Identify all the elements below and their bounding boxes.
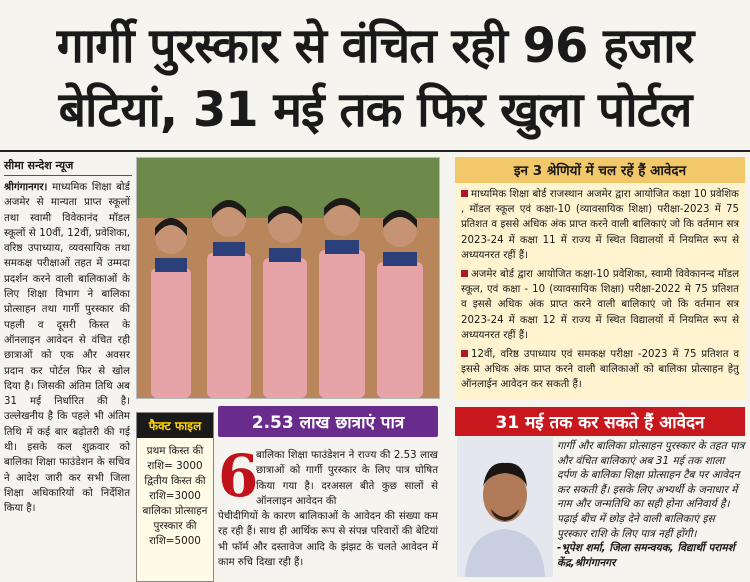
article-column-1 (4, 180, 130, 517)
byline: सीमा सन्देश न्यूज (4, 158, 132, 176)
person-illustration (457, 437, 553, 577)
fact-line-2: द्वितीय किस्त की राशि=3000 (144, 475, 206, 502)
headline-line-1: गार्गी पुरस्कार से वंचित रही 96 हजार (56, 18, 694, 74)
deadline-title: 31 मई तक कर सकते हैं आवेदन (455, 407, 745, 436)
coordinator-signature: -भूपेश शर्मा, जिला समन्वयक, विद्यार्थी परामर्श केंद्र,श्रीगंगानगर (557, 542, 735, 569)
category-item-3: 12वीं, वरिष्ठ उपाध्याय एवं समकक्ष परीक्षा -2023 में 75 प्रतिशत व इससे अधिक अंक प्राप्त करने वाली बालिकाओं को बालिका प्रोत्साहन हेतु ऑनलाईन आवेदन कर सकती हैं। (461, 349, 739, 391)
coordinator-photo (457, 437, 553, 577)
bullet-icon (461, 190, 468, 197)
schoolgirls-photo (136, 157, 440, 399)
category-item-1: माध्यमिक शिक्षा बोर्ड राजस्थान अजमेर द्वारा आयोजित कक्षा 10 प्रवेशिक , मॉडल स्कूल एवं कक्षा-10 (व्यावसायिक शिक्षा) परीक्षा-2023 में 75 प्रतिशत व इससे अधिक अंक प्राप्त करने वाली बालिकाएं जो कि वर्तमान सत्र 2023-24 में कक्षा 11 में राज्य में स्थित विद्यालयों में नियमित रूप से अध्ययनरत रहीं हैं। (461, 189, 739, 261)
dateline-city: श्रीगंगानगर। (4, 182, 48, 193)
deadline-section (455, 407, 745, 580)
drop-cap: 6 (218, 442, 259, 510)
coordinator-quote: गार्गी और बालिका प्रोत्साहन पुरस्कार के तहत पात्र और वंचित बालिकाएं अब 31 मई तक शाला दर्पण के बालिका शिक्षा प्रोत्साहन टैब पर आवेदन कर सकती हैं। इसके लिए अभ्यर्थी के जनाधार में नाम और जन्मतिथि का सही होना अनिवार्य है। पढ़ाई बीच में छोड़ देने वाली बालिकाएं इस पुरस्कार राशि के लिए पात्र नहीं होंगी। -भूपेश शर्मा, जिला समन्वयक, विद्यार्थी परामर्श केंद्र,श्रीगंगानगर (557, 440, 745, 569)
category-item-2: अजमेर बोर्ड द्वारा आयोजित कक्षा-10 प्रवेशिका, स्वामी विवेकानन्द मॉडल स्कूल, एवं कक्षा - 10 (व्यावसायिक शिक्षा) परीक्षा-2022 मे 75 प्रतिशत व इससे अधिक अंक प्राप्त करने वाली बालिकाएं जो कि वर्तमान सत्र 2023-24 में कक्षा 12 में राज्य में स्थित विद्यालयों में नियमित रूप से अध्ययनरत रहीं हैं। (461, 269, 739, 341)
categories-title: इन 3 श्रेणियों में चल रहें हैं आवेदन (455, 157, 745, 183)
eligible-text-1: बालिका शिक्षा फाउंडेशन ने राज्य की 2.53 लाख छात्राओं को गार्गी पुरस्कार के लिए पात्र घोषित किया गया है। दरअसल बीते कुछ सालों से ऑनलाइन आवेदन की (256, 450, 438, 508)
fact-line-3: बालिका प्रोत्साहन पुरस्कार की राशि=5000 (142, 505, 208, 547)
categories-box (455, 157, 745, 399)
fact-file-box (136, 412, 214, 582)
fact-line-1: प्रथम किस्त की राशि= 3000 (146, 445, 204, 472)
fact-file-title: फैक्ट फाइल (137, 413, 213, 438)
bullet-icon (461, 270, 468, 277)
headline (0, 0, 750, 150)
headline-divider (0, 150, 750, 152)
eligible-text-2: पेचीदीगियों के कारण बालिकाओं के आवेदन की संख्या कम रह रही हैं। साथ ही आर्थिक रूप से संपन्न परिवारों की बेटियां भी फॉर्म और दस्तावेज आदि के झंझट के चलते आवेदन में काम रुचि दिखा रही हैं। (218, 511, 438, 569)
eligible-students-section (218, 406, 438, 580)
headline-line-2: बेटियां, 31 मई तक फिर खुला पोर्टल (58, 82, 692, 138)
photo-illustration (137, 158, 439, 398)
article-body: माध्यमिक शिक्षा बोर्ड अजमेर से मान्यता प्राप्त स्कूलों तथा स्वामी विवेकानंद मॉडल स्कूलों से 10वीं, 12वीं, प्रवेशिका, वरिष्ठ उपाध्याय, व्यवसायिक तथा समकक्ष परीक्षाओं तहत में उम्मदा प्रदर्शन करने वाली बालिकाओं के लिए शिक्षा विभाग ने बालिका प्रोत्साहन तथा गार्गी पुरस्कार की पहली व दूसरी किस्त के ऑनलाइन आवेदन से वंचित रही छात्राओं को एक और अवसर प्रदान कर पोर्टल फिर से खोल दिया है। जिसकी अंतिम तिथि अब 31 मई निर्धारित की है। उल्लेखनीय है कि पहले भी अंतिम तिथि में कई बार बढ़ोतरी की गई थी। इसके कल शुक्रवार को बालिका शिक्षा फाउंडेशन के सचिव ने आदेश जारी कर सभी जिला शिक्षा अधिकारियों को निर्देशित किया है। (4, 182, 130, 515)
eligible-students-title: 2.53 लाख छात्राएं पात्र (218, 406, 438, 437)
bullet-icon (461, 350, 468, 357)
fact-file-body (137, 438, 213, 555)
